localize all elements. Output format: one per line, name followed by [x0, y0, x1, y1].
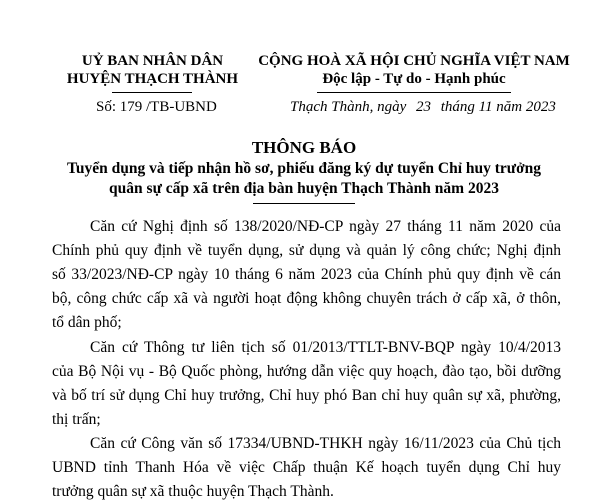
date-prefix: Thạch Thành, ngày: [290, 99, 407, 115]
national-title: CỘNG HOÀ XÃ HỘI CHỦ NGHĨA VIỆT NAM: [258, 53, 570, 69]
paragraph-1-line-1: Căn cứ Nghị định số 138/2020/NĐ-CP ngày 27 tháng 11 năm 2020 của: [90, 218, 561, 235]
paragraph-3-line-2: UBND tỉnh Thanh Hóa về việc Chấp thuận Kế hoạch tuyển dụng Chỉ huy: [52, 459, 561, 476]
document-number: Số: 179 /TB-UBND: [96, 99, 217, 115]
document-subtitle-line2: quân sự cấp xã trên địa bàn huyện Thạch Thành năm 2023: [109, 180, 499, 197]
paragraph-3-line-3: trưởng quân sự xã thuộc huyện Thạch Thành.: [52, 483, 334, 500]
date-suffix: tháng 11 năm 2023: [440, 99, 556, 115]
document-title: THÔNG BÁO: [251, 138, 357, 157]
paragraph-2-line-3: và bố trí sử dụng Chỉ huy trưởng, Chỉ huy phó Ban chỉ huy quân sự xã, phường,: [52, 387, 561, 404]
document-subtitle-line1: Tuyển dụng và tiếp nhận hồ sơ, phiếu đăng ký dự tuyển Chỉ huy trưởng: [66, 160, 542, 177]
document-date: [290, 99, 556, 116]
paragraph-1-line-3: số 33/2023/NĐ-CP ngày 10 tháng 6 năm 2023 của Chính phủ quy định về cán: [52, 266, 561, 283]
paragraph-2-line-4: thị trấn;: [52, 411, 101, 428]
agency-name: UỶ BAN NHÂN DÂN: [81, 53, 224, 69]
subtitle-rule: [253, 203, 355, 204]
paragraph-1-line-4: bộ, công chức cấp xã và người hoạt động không chuyên trách ở cấp xã, ở thôn,: [52, 290, 561, 307]
date-day: 23: [416, 99, 431, 115]
district-name: HUYỆN THẠCH THÀNH: [66, 71, 239, 87]
right-header-rule: [317, 92, 511, 93]
paragraph-2-line-2: của Bộ Nội vụ - Bộ Quốc phòng, hướng dẫn việc quy hoạch, đào tạo, bồi dưỡng: [52, 363, 561, 380]
paragraph-3-line-1: Căn cứ Công văn số 17334/UBND-THKH ngày 16/11/2023 của Chủ tịch: [90, 435, 561, 452]
paragraph-2-line-1: Căn cứ Thông tư liên tịch số 01/2013/TTLT-BNV-BQP ngày 10/4/2013: [90, 339, 561, 356]
national-motto: Độc lập - Tự do - Hạnh phúc: [322, 71, 506, 87]
left-header-rule: [112, 92, 192, 93]
paragraph-1-line-2: Chính phủ quy định về tuyển dụng, sử dụng và quản lý công chức; Nghị định: [52, 242, 561, 259]
paragraph-1-line-5: tổ dân phố;: [52, 314, 122, 331]
